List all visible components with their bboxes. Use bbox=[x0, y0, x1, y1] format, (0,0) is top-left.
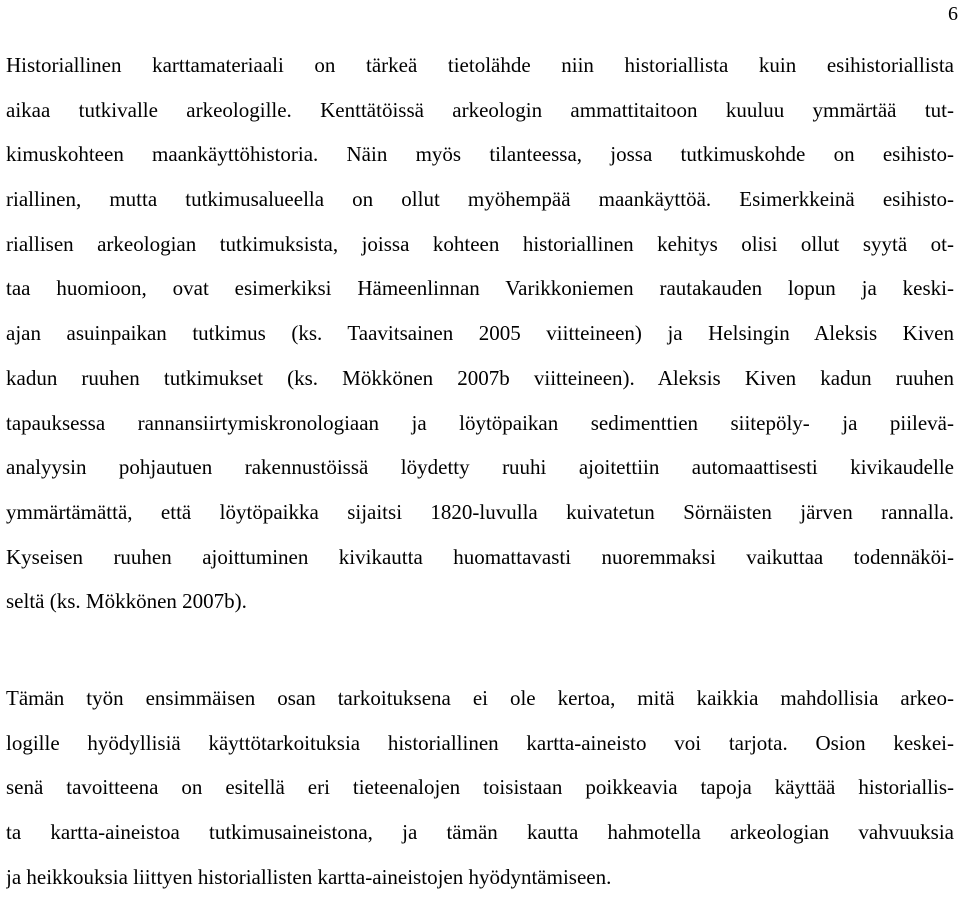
text-line: tapauksessa rannansiirtymiskronologiaan ja löytöpaikan sedimenttien siitepöly- ja piilevä- bbox=[6, 410, 954, 435]
text-line: ta kartta-aineistoa tutkimusaineistona, ja tämän kautta hahmotella arkeologian vahvuuksia bbox=[6, 820, 954, 844]
paragraph-spacer bbox=[6, 624, 954, 676]
text-line: Tämän työn ensimmäisen osan tarkoituksena ei ole kertoa, mitä kaikkia mahdollisia arkeo- bbox=[6, 685, 954, 710]
text-line: ajan asuinpaikan tutkimus (ks. Taavitsainen 2005 viitteineen) ja Helsingin Aleksis Kiven bbox=[6, 321, 954, 346]
text-line: ymmärtämättä, että löytöpaikka sijaitsi 1820-luvulla kuivatetun Sörnäisten järven rannalla. bbox=[6, 499, 954, 524]
text-line: Kyseisen ruuhen ajoittuminen kivikautta huomattavasti nuoremmaksi vaikuttaa todennäköi- bbox=[6, 544, 954, 569]
text-line: aikaa tutkivalle arkeologille. Kenttätöissä arkeologin ammattitaitoon kuuluu ymmärtää tut- bbox=[6, 97, 954, 122]
text-line: seltä (ks. Mökkönen 2007b). bbox=[6, 589, 247, 614]
paragraph-1 bbox=[6, 43, 954, 624]
text-line: kimuskohteen maankäyttöhistoria. Näin myös tilanteessa, jossa tutkimuskohde on esihisto- bbox=[6, 142, 954, 167]
text-line: kadun ruuhen tutkimukset (ks. Mökkönen 2007b viitteineen). Aleksis Kiven kadun ruuhen bbox=[6, 365, 954, 390]
paragraph-2 bbox=[6, 676, 954, 899]
text-line: senä tavoitteena on esitellä eri tieteenalojen toisistaan poikkeavia tapoja käyttää historiallis- bbox=[6, 775, 954, 800]
text-line: ja heikkouksia liittyen historiallisten kartta-aineistojen hyödyntämiseen. bbox=[6, 864, 612, 889]
page-number: 6 bbox=[948, 3, 958, 25]
text-line: riallinen, mutta tutkimusalueella on ollut myöhempää maankäyttöä. Esimerkkeinä esihisto- bbox=[6, 187, 954, 212]
text-line: taa huomioon, ovat esimerkiksi Hämeenlinnan Varikkoniemen rautakauden lopun ja keski- bbox=[6, 276, 954, 301]
text-line: riallisen arkeologian tutkimuksista, joissa kohteen historiallinen kehitys olisi ollut syytä ot- bbox=[6, 231, 954, 256]
text-line: logille hyödyllisiä käyttötarkoituksia historiallinen kartta-aineisto voi tarjota. Osion keskei- bbox=[6, 730, 954, 755]
document-body bbox=[6, 43, 954, 899]
text-line: Historiallinen karttamateriaali on tärkeä tietolähde niin historiallista kuin esihistoriallista bbox=[6, 53, 954, 77]
text-line: analyysin pohjautuen rakennustöissä löydetty ruuhi ajoitettiin automaattisesti kivikaudelle bbox=[6, 455, 954, 480]
